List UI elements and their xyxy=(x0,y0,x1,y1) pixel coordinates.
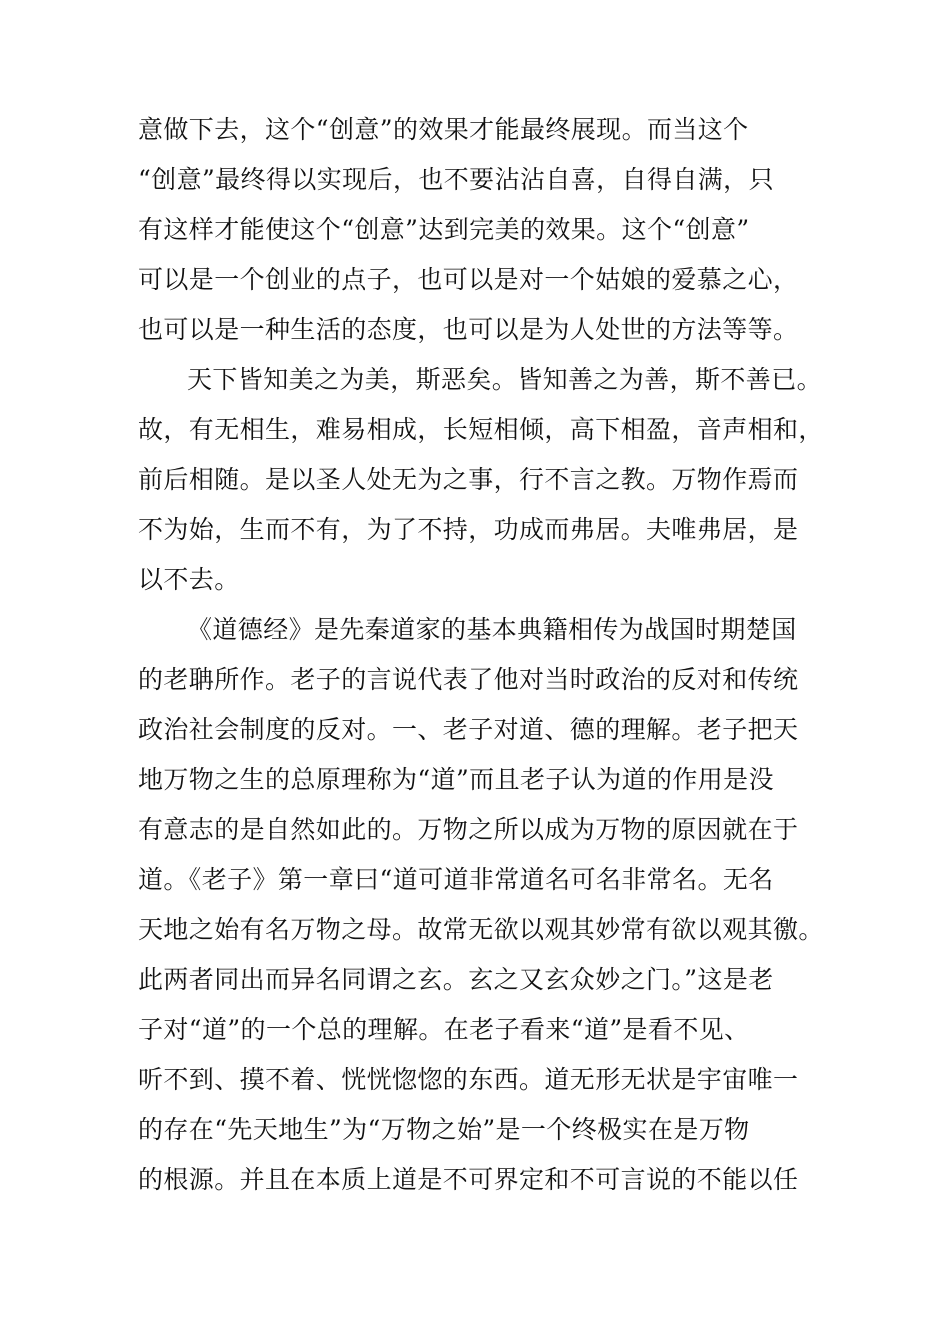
text-line: 子对“道”的一个总的理解。在老子看来“道”是看不见、 xyxy=(138,1015,750,1044)
text-line: 可以是一个创业的点子，也可以是对一个姑娘的爱慕之心， xyxy=(138,265,799,294)
text-line: 不为始，生而不有，为了不持，功成而弗居。夫唯弗居，是 xyxy=(138,515,799,544)
text-line: 意做下去，这个“创意”的效果才能最终展现。而当这个 xyxy=(138,115,749,144)
text-line: 道。《老子》第一章曰“道可道非常道名可名非常名。无名 xyxy=(138,865,774,894)
text-line: 的老聃所作。老子的言说代表了他对当时政治的反对和传统 xyxy=(138,665,799,694)
text-line: 天地之始有名万物之母。故常无欲以观其妙常有欲以观其徼。 xyxy=(138,915,824,944)
text-line: 听不到、摸不着、恍恍惚惚的东西。道无形无状是宇宙唯一 xyxy=(138,1065,799,1094)
text-line: 也可以是一种生活的态度，也可以是为人处世的方法等等。 xyxy=(138,315,799,344)
text-line: 的存在“先天地生”为“万物之始”是一个终极实在是万物 xyxy=(138,1115,750,1144)
text-line: 此两者同出而异名同谓之玄。玄之又玄众妙之门。”这是老 xyxy=(138,965,774,994)
text-line: 故，有无相生，难易相成，长短相倾，高下相盈，音声相和， xyxy=(138,415,824,444)
text-line: 地万物之生的总原理称为“道”而且老子认为道的作用是没 xyxy=(138,765,774,794)
text-line: 有意志的是自然如此的。万物之所以成为万物的原因就在于 xyxy=(138,815,799,844)
text-line: 前后相随。是以圣人处无为之事，行不言之教。万物作焉而 xyxy=(138,465,799,494)
text-line: 政治社会制度的反对。一、老子对道、德的理解。老子把天 xyxy=(138,715,799,744)
text-line: 天下皆知美之为美，斯恶矣。皆知善之为善，斯不善已。 xyxy=(187,365,823,394)
text-line: 有这样才能使这个“创意”达到完美的效果。这个“创意” xyxy=(138,215,750,244)
text-line: 《道德经》是先秦道家的基本典籍相传为战国时期楚国 xyxy=(187,615,797,644)
text-line: 的根源。并且在本质上道是不可界定和不可言说的不能以任 xyxy=(138,1165,799,1194)
text-line: 以不去。 xyxy=(138,565,240,594)
text-line: “创意”最终得以实现后，也不要沾沾自喜，自得自满，只 xyxy=(138,165,774,194)
